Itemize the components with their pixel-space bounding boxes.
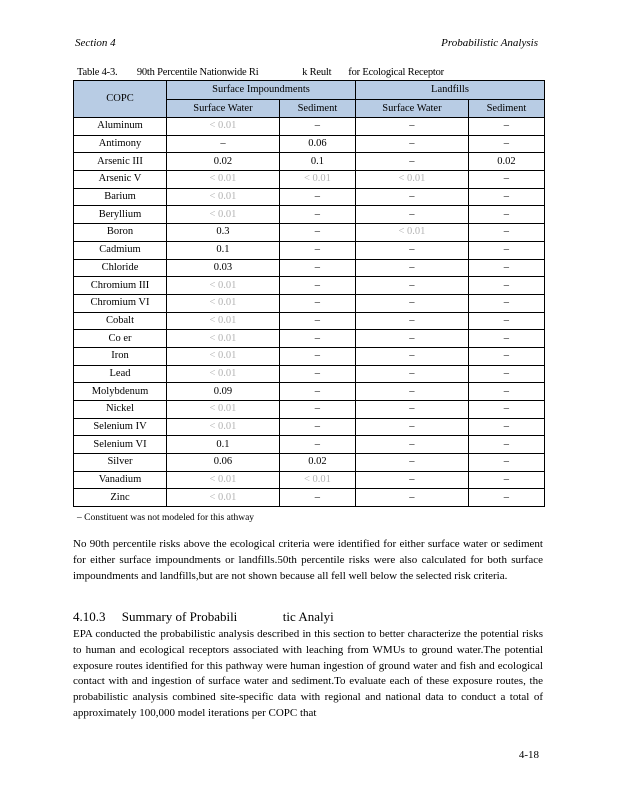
table-row bbox=[74, 171, 545, 189]
risk-value-cell: – bbox=[279, 418, 355, 436]
table-row bbox=[74, 294, 545, 312]
risk-value-cell: – bbox=[468, 188, 544, 206]
risk-value-cell: 0.02 bbox=[279, 454, 355, 472]
copc-name: Aluminum bbox=[74, 118, 167, 136]
table-row bbox=[74, 206, 545, 224]
risk-value-cell: – bbox=[355, 383, 468, 401]
risk-value-cell: – bbox=[468, 294, 544, 312]
group-surface-impoundments: Surface Impoundments bbox=[167, 81, 356, 100]
risk-value-cell: – bbox=[279, 489, 355, 507]
risk-value-cell: < 0.01 bbox=[167, 418, 280, 436]
table-row bbox=[74, 418, 545, 436]
copc-name: Co er bbox=[74, 330, 167, 348]
risk-value-cell: – bbox=[355, 135, 468, 153]
risk-value-cell: – bbox=[279, 436, 355, 454]
risk-value-cell: – bbox=[279, 241, 355, 259]
risk-value-cell: – bbox=[279, 188, 355, 206]
risk-value-cell: – bbox=[279, 312, 355, 330]
risk-value-cell: < 0.01 bbox=[167, 294, 280, 312]
risk-value-cell: – bbox=[355, 330, 468, 348]
risk-value-cell: – bbox=[355, 188, 468, 206]
risk-value-cell: – bbox=[279, 118, 355, 136]
risk-value-cell: – bbox=[355, 489, 468, 507]
risk-value-cell: – bbox=[468, 312, 544, 330]
risk-value-cell: < 0.01 bbox=[167, 365, 280, 383]
table-row bbox=[74, 312, 545, 330]
copc-name: Molybdenum bbox=[74, 383, 167, 401]
risk-value-cell: < 0.01 bbox=[167, 206, 280, 224]
paragraph-2 bbox=[73, 627, 543, 722]
table-row bbox=[74, 259, 545, 277]
copc-name: Arsenic V bbox=[74, 171, 167, 189]
table-row bbox=[74, 365, 545, 383]
risk-value-cell: – bbox=[355, 153, 468, 171]
copc-name: Iron bbox=[74, 347, 167, 365]
risk-value-cell: < 0.01 bbox=[167, 401, 280, 419]
copc-name: Lead bbox=[74, 365, 167, 383]
copc-name: Zinc bbox=[74, 489, 167, 507]
table-row bbox=[74, 188, 545, 206]
risk-results-table bbox=[73, 80, 545, 507]
risk-value-cell: – bbox=[468, 277, 544, 295]
risk-value-cell: – bbox=[279, 347, 355, 365]
table-row bbox=[74, 224, 545, 242]
risk-value-cell: 0.06 bbox=[167, 454, 280, 472]
copc-name: Selenium VI bbox=[74, 436, 167, 454]
table-row bbox=[74, 401, 545, 419]
risk-value-cell: 0.3 bbox=[167, 224, 280, 242]
risk-value-cell: 0.02 bbox=[167, 153, 280, 171]
risk-value-cell: – bbox=[355, 471, 468, 489]
risk-value-cell: 0.09 bbox=[167, 383, 280, 401]
risk-value-cell: – bbox=[279, 330, 355, 348]
risk-value-cell: – bbox=[468, 135, 544, 153]
copc-name: Chromium III bbox=[74, 277, 167, 295]
copc-name: Selenium IV bbox=[74, 418, 167, 436]
risk-value-cell: – bbox=[468, 401, 544, 419]
risk-value-cell: < 0.01 bbox=[279, 471, 355, 489]
risk-value-cell: – bbox=[468, 206, 544, 224]
risk-value-cell: < 0.01 bbox=[167, 188, 280, 206]
risk-value-cell: – bbox=[279, 401, 355, 419]
table-row bbox=[74, 489, 545, 507]
page-number: 4-18 bbox=[518, 749, 539, 761]
risk-value-cell: 0.02 bbox=[468, 153, 544, 171]
copc-name: Beryllium bbox=[74, 206, 167, 224]
header-title: Probabilistic Analysis bbox=[441, 37, 538, 49]
paragraph-1-text: No 90th percentile risks above the ecological criteria were identified for either surface water or sediment for either surface impoundments or landfills.50th percentile risks were also calculated for both surface impoundments and landfills,but are not shown because all fell well below the selected risk criteria. bbox=[73, 538, 543, 582]
table-row bbox=[74, 241, 545, 259]
table-row bbox=[74, 118, 545, 136]
risk-value-cell: < 0.01 bbox=[167, 471, 280, 489]
risk-value-cell: – bbox=[279, 277, 355, 295]
risk-value-cell: – bbox=[355, 118, 468, 136]
risk-value-cell: 0.1 bbox=[279, 153, 355, 171]
table-row bbox=[74, 153, 545, 171]
risk-value-cell: – bbox=[468, 224, 544, 242]
table-row bbox=[74, 135, 545, 153]
risk-value-cell: 0.1 bbox=[167, 436, 280, 454]
risk-value-cell: < 0.01 bbox=[279, 171, 355, 189]
risk-value-cell: < 0.01 bbox=[167, 171, 280, 189]
section-heading: 4.10.3 Summary of Probabili tic Analyi bbox=[73, 609, 334, 624]
sub-header: Surface Water bbox=[355, 100, 468, 118]
table-body bbox=[74, 118, 545, 507]
risk-value-cell: < 0.01 bbox=[167, 312, 280, 330]
risk-value-cell: – bbox=[279, 383, 355, 401]
risk-value-cell: – bbox=[279, 294, 355, 312]
copc-name: Vanadium bbox=[74, 471, 167, 489]
risk-value-cell: – bbox=[355, 277, 468, 295]
table-caption: Table 4-3. 90th Percentile Nationwide Ri k Reult for Ecological Receptor bbox=[77, 67, 444, 78]
risk-value-cell: – bbox=[468, 454, 544, 472]
risk-value-cell: – bbox=[279, 224, 355, 242]
risk-value-cell: – bbox=[468, 365, 544, 383]
risk-value-cell: < 0.01 bbox=[167, 330, 280, 348]
risk-value-cell: – bbox=[468, 241, 544, 259]
copc-name: Chromium VI bbox=[74, 294, 167, 312]
risk-value-cell: – bbox=[468, 471, 544, 489]
risk-value-cell: – bbox=[355, 206, 468, 224]
table-row bbox=[74, 277, 545, 295]
risk-value-cell: – bbox=[355, 347, 468, 365]
risk-value-cell: – bbox=[468, 436, 544, 454]
copc-name: Chloride bbox=[74, 259, 167, 277]
copc-name: Boron bbox=[74, 224, 167, 242]
paragraph-1 bbox=[73, 537, 543, 584]
risk-value-cell: – bbox=[355, 259, 468, 277]
risk-value-cell: < 0.01 bbox=[167, 489, 280, 507]
risk-value-cell: – bbox=[468, 383, 544, 401]
table-row bbox=[74, 330, 545, 348]
risk-value-cell: – bbox=[468, 489, 544, 507]
sub-header: Sediment bbox=[468, 100, 544, 118]
risk-value-cell: – bbox=[279, 365, 355, 383]
risk-value-cell: < 0.01 bbox=[167, 277, 280, 295]
copc-name: Cadmium bbox=[74, 241, 167, 259]
risk-value-cell: – bbox=[355, 454, 468, 472]
risk-value-cell: – bbox=[167, 135, 280, 153]
table-row bbox=[74, 471, 545, 489]
sub-header: Surface Water bbox=[167, 100, 280, 118]
risk-value-cell: – bbox=[468, 330, 544, 348]
risk-value-cell: – bbox=[355, 312, 468, 330]
copc-name: Nickel bbox=[74, 401, 167, 419]
risk-value-cell: – bbox=[468, 259, 544, 277]
copc-name: Cobalt bbox=[74, 312, 167, 330]
risk-value-cell: – bbox=[355, 436, 468, 454]
paragraph-2-text: EPA conducted the probabilistic analysis described in this section to better characterize the potential risks to human and ecological receptors associated with leaching from WMUs to ground water.The potential exposure routes identified for this pathway were human ingestion of ground water and fish and ecological contact with and ingestion of surface water and sediment.To evaluate each of these exposure routes, the probabilistic analysis combined site-specific data with regional and national data to conduct a total of approximately 100,000 model iterations per COPC that bbox=[73, 628, 543, 719]
risk-value-cell: – bbox=[355, 401, 468, 419]
risk-value-cell: < 0.01 bbox=[355, 171, 468, 189]
sub-header: Sediment bbox=[279, 100, 355, 118]
risk-value-cell: – bbox=[468, 118, 544, 136]
risk-value-cell: – bbox=[468, 418, 544, 436]
risk-value-cell: – bbox=[468, 347, 544, 365]
risk-value-cell: – bbox=[468, 171, 544, 189]
risk-value-cell: < 0.01 bbox=[167, 347, 280, 365]
header-section: Section 4 bbox=[75, 37, 116, 49]
table-row bbox=[74, 383, 545, 401]
group-landfills: Landfills bbox=[355, 81, 544, 100]
risk-value-cell: – bbox=[279, 206, 355, 224]
risk-value-cell: – bbox=[355, 241, 468, 259]
col-copc-header: COPC bbox=[74, 81, 167, 118]
table-row bbox=[74, 347, 545, 365]
copc-name: Silver bbox=[74, 454, 167, 472]
copc-name: Barium bbox=[74, 188, 167, 206]
risk-value-cell: < 0.01 bbox=[355, 224, 468, 242]
risk-value-cell: – bbox=[355, 294, 468, 312]
copc-name: Antimony bbox=[74, 135, 167, 153]
table-footnote: – Constituent was not modeled for this athway bbox=[77, 513, 255, 523]
risk-value-cell: – bbox=[355, 365, 468, 383]
table-row bbox=[74, 454, 545, 472]
risk-value-cell: 0.03 bbox=[167, 259, 280, 277]
risk-value-cell: – bbox=[279, 259, 355, 277]
risk-value-cell: 0.1 bbox=[167, 241, 280, 259]
table-row bbox=[74, 436, 545, 454]
risk-value-cell: < 0.01 bbox=[167, 118, 280, 136]
risk-value-cell: 0.06 bbox=[279, 135, 355, 153]
copc-name: Arsenic III bbox=[74, 153, 167, 171]
risk-value-cell: – bbox=[355, 418, 468, 436]
